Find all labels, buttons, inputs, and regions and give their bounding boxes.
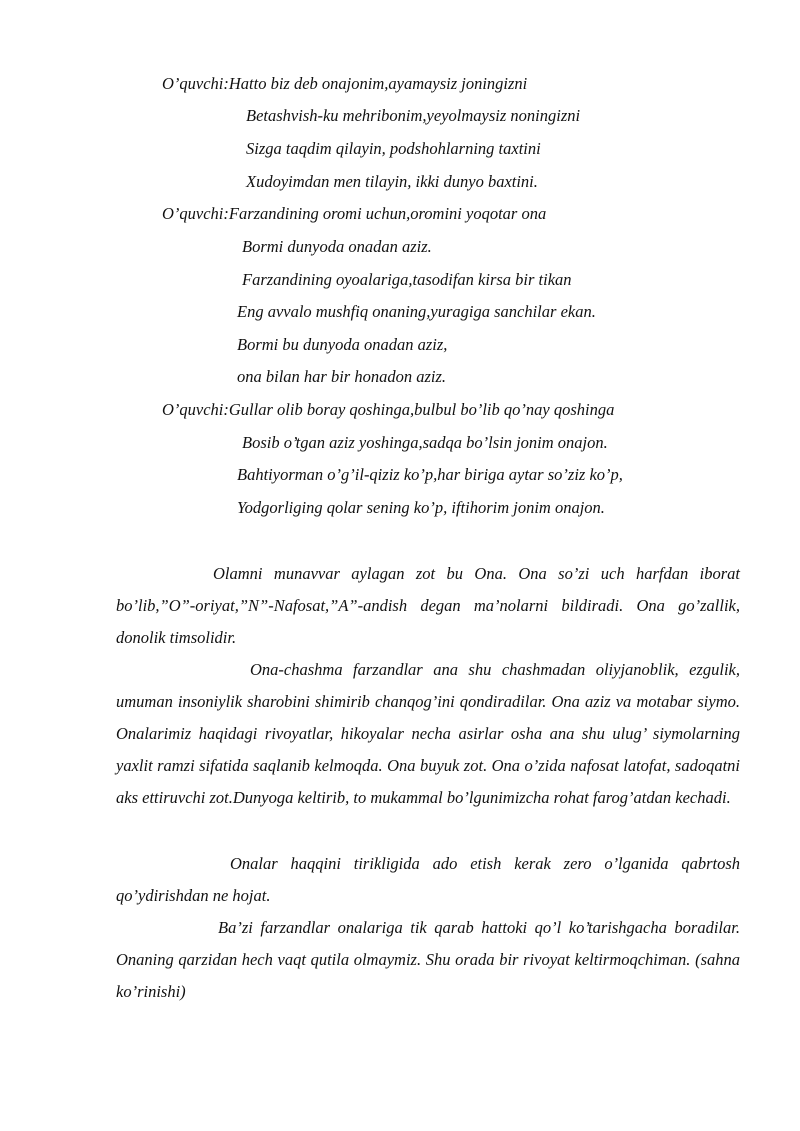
poem-line: Bosib o’tgan aziz yoshinga,sadqa bo’lsin jonim onajon.: [242, 433, 608, 452]
poem-line: Bahtiyorman o’g’il-qiziz ko’p,har biriga aytar so’ziz ko’p,: [237, 465, 623, 484]
speaker-label: O’quvchi:: [162, 204, 229, 223]
speaker-label: O’quvchi:: [162, 400, 229, 419]
paragraph: Ba’zi farzandlar onalariga tik qarab hattoki qo’l ko’tarishgacha boradilar. Onaning qarzidan hech vaqt qutila olmaymiz. Shu orada bir rivoyat keltirmoqchiman. (sahna ko’rinishi): [116, 918, 740, 1001]
poem-line: Sizga taqdim qilayin, podshohlarning taxtini: [246, 139, 541, 158]
poem-line: [162, 400, 614, 420]
paragraph: Onalar haqqini tirikligida ado etish kerak zero o’lganida qabrtosh qo’ydirishdan ne hojat.: [116, 854, 740, 905]
verse-text: Gullar olib boray qoshinga,bulbul bo’lib qo’nay qoshinga: [228, 400, 615, 419]
paragraph: Ona-chashma farzandlar ana shu chashmadan oliyjanoblik, ezgulik, umuman insoniylik sharobini shimirib chanqog’ini qondiradilar. Ona aziz va motabar siymo. Onalarimiz haqidagi rivoyatlar, hikoyalar necha asirlar osha ana shu ulug’ siymolarning yaxlit ramzi sifatida saqlanib kelmoqda. Ona buyuk zot. Ona o’zida nafosat latofat, sadoqatni aks ettiruvchi zot.Dunyoga keltirib, to mukammal bo’lgunimizcha rohat farog’atdan kechadi.: [116, 660, 740, 807]
poem-line: Bormi bu dunyoda onadan aziz,: [237, 335, 448, 354]
verse-text: Farzandining oromi uchun,oromini yoqotar ona: [228, 204, 547, 223]
poem-line: Yodgorliging qolar sening ko’p, iftihorim jonim onajon.: [237, 498, 605, 517]
speaker-label: O’quvchi:: [162, 74, 229, 93]
poem-line: ona bilan har bir honadon aziz.: [237, 367, 447, 386]
poem-line: Farzandining oyoalariga,tasodifan kirsa bir tikan: [242, 270, 572, 289]
poem-line: Betashvish-ku mehribonim,yeyolmaysiz noningizni: [246, 106, 581, 125]
paragraph: Olamni munavvar aylagan zot bu Ona. Ona so’zi uch harfdan iborat bo’lib,”O”-oriyat,”N”-Nafosat,”A”-andish degan ma’nolarni bildiradi. Ona go’zallik, donolik timsolidir.: [116, 564, 740, 647]
verse-text: Hatto biz deb onajonim,ayamaysiz joningizni: [228, 74, 528, 93]
poem-line: Eng avvalo mushfiq onaning,yuragiga sanchilar ekan.: [237, 302, 596, 321]
poem-line: [162, 204, 546, 224]
poem-line: Bormi dunyoda onadan aziz.: [242, 237, 432, 256]
poem-line: [162, 74, 527, 94]
poem-line: Xudoyimdan men tilayin, ikki dunyo baxtini.: [246, 172, 538, 191]
